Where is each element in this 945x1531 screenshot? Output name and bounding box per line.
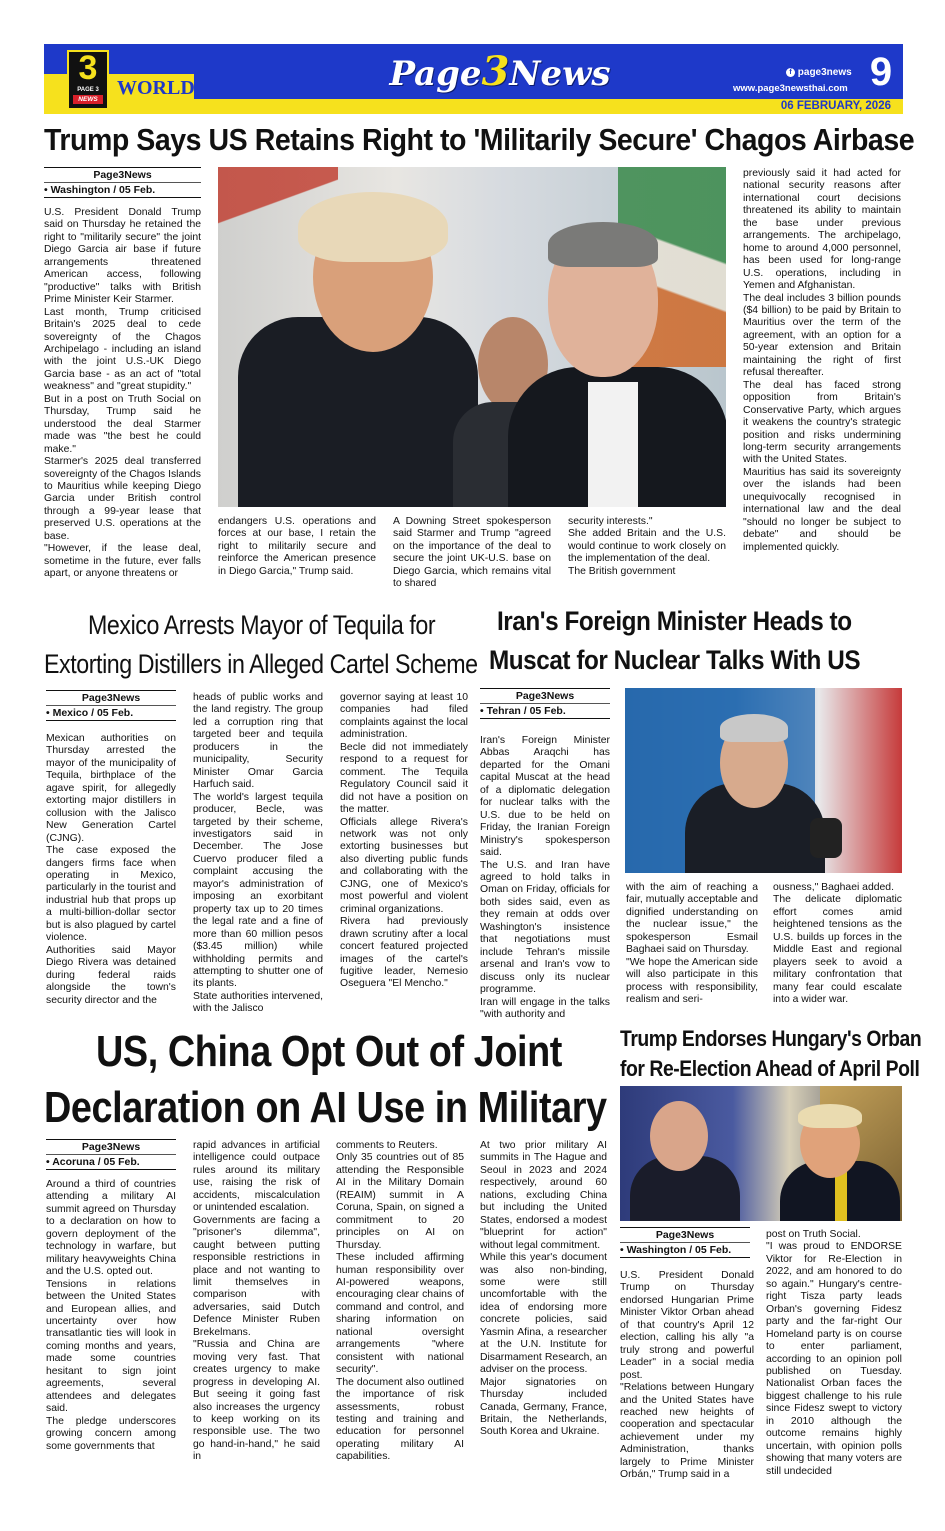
figure-right-shirt [588, 382, 638, 507]
byline-source: Page3News [81, 692, 141, 704]
issue-date: 06 FEBRUARY, 2026 [780, 100, 891, 112]
logo-number: 3 [78, 49, 98, 87]
byline-dateline: • Washington / 05 Feb. [620, 1242, 750, 1257]
page3-logo [67, 50, 109, 110]
article-ai-col3: comments to Reuters. Only 35 countries out of 85 attending the Responsible AI in the Military Domain (REAIM) summit in A Coruna, Spain, on signed a commitment to 20 principles on AI on Thursday. These included affirming human responsibility over AI-powered weapons, encouraging clear chains of command and control, and sharing information on national oversight arrangements "where consistent with national security". The document also outlined the importance of risk assessments, robust testing and training and education for personnel operating military AI capabilities. [336, 1140, 464, 1463]
title-number: 3 [481, 48, 510, 95]
byline-dateline: • Acoruna / 05 Feb. [46, 1154, 176, 1169]
article-tequila-byline [46, 690, 176, 721]
article-chagos-col3: A Downing Street spokesperson said Starmer and Trump "agreed on the importance of the deal to secure the joint UK-U.S. base on Diego Garcia, which remains vital to shared [393, 516, 551, 590]
title-page: Page [389, 54, 482, 94]
article-ai-col1: Around a third of countries attending a military AI summit agreed on Thursday to a declaration on how to govern deployment of the technology in warfare, but military heavyweights China and the U.S. opted out. Tensions in relations between the United States and European allies, and uncertainty over how transatlantic ties will look in coming months and years, made some countries hesitant to sign joint agreements, several attendees and delegates said. The pledge underscores growing concern among some governments that [46, 1179, 176, 1452]
trump-figure-hair [798, 1104, 862, 1128]
masthead [44, 44, 903, 116]
article-orban-headline-2: for Re-Election Ahead of April Poll [620, 1056, 920, 1081]
article-orban-col1: U.S. President Donald Trump on Thursday endorsed Hungarian Prime Minister Viktor Orban ahead of that country's April 12 election, calling his ally "a truly strong and powerful Leader" in a social media post. "Relations between Hungary and the United States have reached new heights of cooperation and spectacular achievement under my Administration, thanks largely to Prime Minister Orbán," Trump said in a [620, 1270, 754, 1481]
masthead-title [380, 50, 620, 96]
article-chagos-headline: Trump Says US Retains Right to 'Militarily Secure' Chagos Airbase [44, 122, 915, 157]
article-iran-col2: with the aim of reaching a fair, mutually acceptable and dignified understanding on the nuclear issue," the spokesperson Esmail Baghaei said on Thursday. "We hope the American side will also participate in this process with responsibility, realism and seri- [626, 882, 758, 1006]
byline-source: Page3News [81, 1141, 141, 1153]
iran-photo [625, 688, 902, 873]
article-tequila-headline-2: Extorting Distillers in Alleged Cartel Scheme [44, 649, 478, 679]
section-label: WORLD [117, 77, 195, 99]
social-handle-text: page3news [797, 67, 852, 78]
byline-source: Page3News [515, 690, 575, 702]
article-iran-headline-2: Muscat for Nuclear Talks With US [489, 645, 861, 675]
byline-dateline: • Mexico / 05 Feb. [46, 705, 176, 720]
article-ai-byline [46, 1139, 176, 1170]
article-chagos-col4: security interests." She added Britain and the U.S. would continue to work closely on the implementation of the deal. The British government [568, 516, 726, 577]
article-chagos-byline [44, 167, 201, 198]
article-ai-col4: At two prior military AI summits in The Hague and Seoul in 2023 and 2024 respectively, around 60 nations, excluding China but including the United States, endorsed a modest "blueprint for action" without legal commitment. While this year's document was also non-binding, some were still uncomfortable with the idea of endorsing more concrete policies, said Yasmin Afina, a researcher at the U.N. Institute for Disarmament Research, an adviser on the process. Major signatories on Thursday included Canada, Germany, France, Britain, the Netherlands, South Korea and Ukraine. [480, 1140, 607, 1438]
figure-right-hair [548, 222, 658, 267]
chagos-photo [218, 167, 726, 507]
article-ai-col2: rapid advances in artificial intelligence could outpace rules around its military use, raising the risk of accidents, miscalculation or unintended escalation. Governments are facing a "prisoner's dilemma", caught between putting responsible restrictions in place and not wanting to limit themselves in comparison with adversaries, said Dutch Defence Minister Ruben Brekelmans. "Russia and China are moving very fast. That creates urgency to make progress in developing AI. But seeing it going fast also increases the urgency to keep working on its responsible use. The two go hand-in-hand," he said in [193, 1140, 320, 1463]
article-chagos-col5: previously said it had acted for national security reasons after international court decisions threatened its ability to maintain the base under previous arrangements. The archipelago, home to around 4,000 personnel, has been used for long-range U.S. operations, including in Yemen and Afghanistan. The deal includes 3 billion pounds ($4 billion) to be paid by Britain to Mauritius over the term of the agreement, with an option for a 50-year extension and Britain maintaining the right of first refusal thereafter. The deal has faced strong opposition from Britain's Conservative Party, which argues it weakens the country's strategic position and risks undermining long-term security arrangements with the United States. Mauritius has said its sovereignty over the islands had been unequivocally recognised in international law and the deal "should no longer be subject to debate" and should be implemented quickly. [743, 168, 901, 553]
masthead-yellow-band [44, 99, 903, 114]
microphone [810, 818, 842, 858]
article-iran-byline [480, 688, 610, 719]
social-handle [786, 67, 852, 79]
article-tequila-col2: heads of public works and the land registry. The group led a corruption ring that targeted beer and tequila producers in the municipality, Security Minister Omar Garcia Harfuch said. The world's largest tequila producer, Becle, was targeted by their scheme, investigators said in December. The Jose Cuervo producer filed a complaint accusing the mayor's administration of imposing an exorbitant property tax up to 20 times the legal rate and a fine of more than 60 million pesos ($3.45 million) while withholding permits and attempting to shutter one of its plants. State authorities intervened, with the Jalisco [193, 692, 323, 1015]
orban-photo [620, 1086, 902, 1221]
logo-news-label: NEWS [73, 95, 103, 104]
byline-source: Page3News [93, 169, 152, 181]
article-ai-headline-1: US, China Opt Out of Joint [96, 1027, 562, 1076]
orban-figure-head [650, 1101, 708, 1171]
byline-dateline: • Washington / 05 Feb. [44, 182, 201, 197]
figure-left-hair [298, 192, 448, 262]
byline-source: Page3News [655, 1229, 715, 1241]
facebook-icon: f [786, 68, 795, 77]
article-chagos-col1: U.S. President Donald Trump said on Thursday he retained the right to "militarily secure" the joint Diego Garcia air base if future arrangements threatened American access, following "productive" talks with British Prime Minister Keir Starmer. Last month, Trump criticised Britain's 2025 deal to cede sovereignty of the Chagos Archipelago - including an island with the joint U.S.-UK Diego Garcia base - as an act of "total weakness" and "great stupidity." But in a post on Truth Social on Thursday, Trump said he understood the deal Starmer made was "the best he could make." Starmer's 2025 deal transferred sovereignty of the Chagos Islands to Mauritius while keeping Diego Garcia under British control through a 99-year lease that preserved U.S. operations at the base. "However, if the lease deal, sometime in the future, ever falls apart, or anyone threatens or [44, 207, 201, 580]
logo-page-label: PAGE 3 [77, 87, 99, 93]
article-chagos-col2: endangers U.S. operations and forces at our base, I retain the right to militarily secure and reinforce the American presence in Diego Garcia," Trump said. [218, 516, 376, 577]
article-iran-headline-1: Iran's Foreign Minister Heads to [497, 606, 852, 636]
article-iran-col3: ousness," Baghaei added. The delicate diplomatic effort comes amid heightened tensions as the U.S. builds up forces in the Middle East and regional players seek to avoid a military confrontation that many fear could escalate into a wider war. [773, 882, 902, 1006]
article-tequila-headline-1: Mexico Arrests Mayor of Tequila for [88, 610, 436, 640]
figure-hair [720, 714, 788, 742]
article-ai-headline-2: Declaration on AI Use in Military [44, 1083, 607, 1132]
article-tequila-col1: Mexican authorities on Thursday arrested the mayor of the municipality of Tequila, birthplace of the agave spirit, for allegedly extorting major distillers in collusion with the Jalisco New Generation Cartel (CJNG). The case exposed the dangers firms face when operating in Mexico, particularly in the tourist and industrial hub that props up a multi-billion-dollar sector but is also plagued by cartel violence. Authorities said Mayor Diego Rivera was detained during federal raids alongside the town's security director and the [46, 733, 176, 1006]
trump-figure-tie [835, 1171, 847, 1221]
article-orban-byline [620, 1227, 750, 1258]
byline-dateline: • Tehran / 05 Feb. [480, 703, 610, 718]
article-iran-col1: Iran's Foreign Minister Abbas Araqchi has departed for the Omani capital Muscat at the head of a diplomatic delegation for nuclear talks with the U.S. due to be held on Friday, the Iranian Foreign Ministry's spokesperson said. The U.S. and Iran have agreed to hold talks in Oman on Friday, officials for both sides said, even as they remain at odds over Washington's insistence that negotiations must include Tehran's missile arsenal and Iran's vow to discuss only its nuclear programme. Iran will engage in the talks "with authority and [480, 735, 610, 1020]
page-number: 9 [869, 50, 893, 94]
title-news: News [509, 54, 611, 94]
website-url: www.page3newsthai.com [733, 83, 848, 94]
article-orban-col2: post on Truth Social. "I was proud to ENDORSE Viktor for Re-Election in 2022, and am honored to do so again." Hungary's centre-right Tisza party leads Orban's governing Fidesz party and the far-right Our Homeland party is on course to enter parliament, according to an opinion poll published on Tuesday. Nationalist Orban faces the biggest challenge to his rule since Fidesz swept to victory in 2010 although the outcome remains highly uncertain, with opinion polls showing that many voters are still undecided [766, 1229, 902, 1477]
article-tequila-col3: governor saying at least 10 companies had filed complaints against the local administration. Becle did not immediately respond to a request for comment. The Tequila Regulatory Council said it did not have a position on the matter. Officials allege Rivera's network was not only extorting businesses but also diverting public funds and collaborating with the CJNG, one of Mexico's most powerful and violent criminal organizations. Rivera had previously drawn scrutiny after a local concert featured projected images of the cartel's fugitive leader, Nemesio Oseguera "El Mencho." [340, 692, 468, 990]
article-orban-headline-1: Trump Endorses Hungary's Orban [620, 1026, 922, 1051]
